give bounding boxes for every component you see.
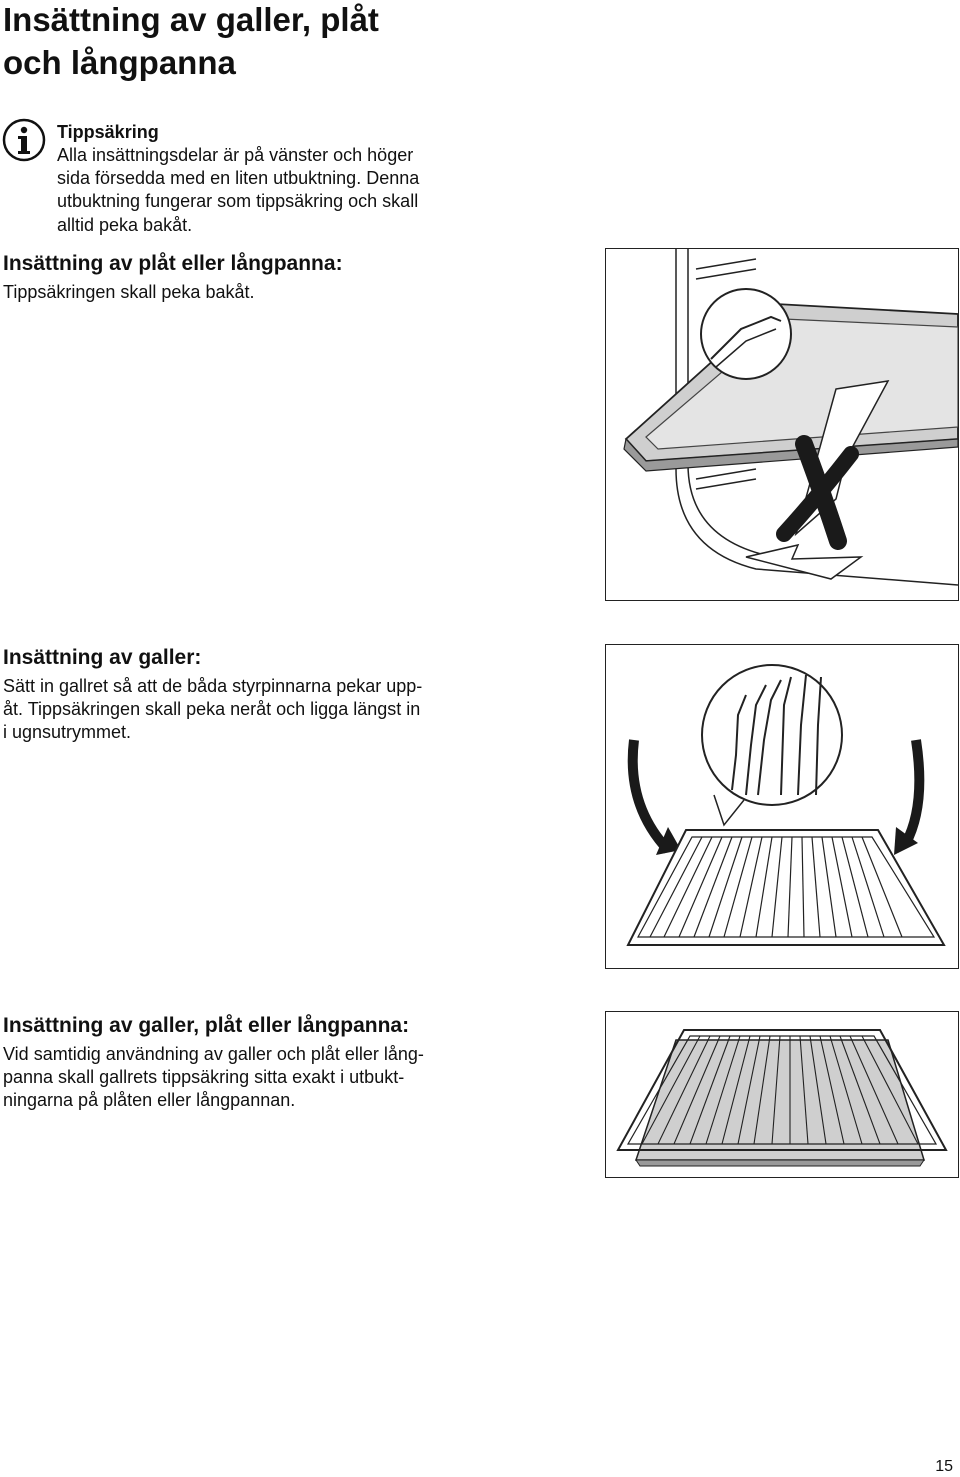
rack-and-tray-illustration <box>605 1011 959 1178</box>
section-text-line: Sätt in gallret så att de båda styrpinnarna pekar upp- <box>3 676 423 696</box>
section-text-line: i ugnsutrymmet. <box>3 722 132 743</box>
page-title-line-2: och långpanna <box>3 44 236 81</box>
rack-insertion-drawing <box>606 645 958 968</box>
info-icon <box>2 118 46 162</box>
section-text-tray <box>3 281 463 304</box>
tip-safety-heading: Tippsäkring <box>57 122 159 142</box>
tip-safety-line: utbuktning fungerar som tippsäkring och skall <box>57 191 419 212</box>
section-text-combined <box>3 1043 463 1113</box>
section-text-line: Vid samtidig användning av galler och plåt eller lång- <box>3 1044 424 1064</box>
tip-safety-line: sida försedda med en liten utbuktning. Denna <box>57 168 420 189</box>
section-heading-combined: Insättning av galler, plåt eller långpanna: <box>3 1014 410 1037</box>
section-text-rack <box>3 675 463 745</box>
tip-safety-line: alltid peka bakåt. <box>57 214 193 235</box>
section-text-line: ningarna på plåten eller långpannan. <box>3 1090 296 1111</box>
page-title-line-1: Insättning av galler, plåt <box>3 1 379 38</box>
tip-safety-note <box>57 121 477 237</box>
page-number: 15 <box>935 1458 953 1475</box>
section-heading-tray: Insättning av plåt eller långpanna: <box>3 252 343 275</box>
section-heading-rack: Insättning av galler: <box>3 646 202 669</box>
section-text-line: åt. Tippsäkringen skall peka neråt och ligga längst in <box>3 699 421 720</box>
section-text-line: panna skall gallrets tippsäkring sitta exakt i utbukt- <box>3 1067 405 1088</box>
rack-insertion-illustration <box>605 644 959 969</box>
tray-insertion-drawing <box>606 249 958 600</box>
tray-insertion-illustration <box>605 248 959 601</box>
page-title <box>3 0 563 84</box>
tip-safety-line: Alla insättningsdelar är på vänster och höger <box>57 145 414 165</box>
section-text-line: Tippsäkringen skall peka bakåt. <box>3 282 255 302</box>
rack-and-tray-drawing <box>606 1012 958 1177</box>
